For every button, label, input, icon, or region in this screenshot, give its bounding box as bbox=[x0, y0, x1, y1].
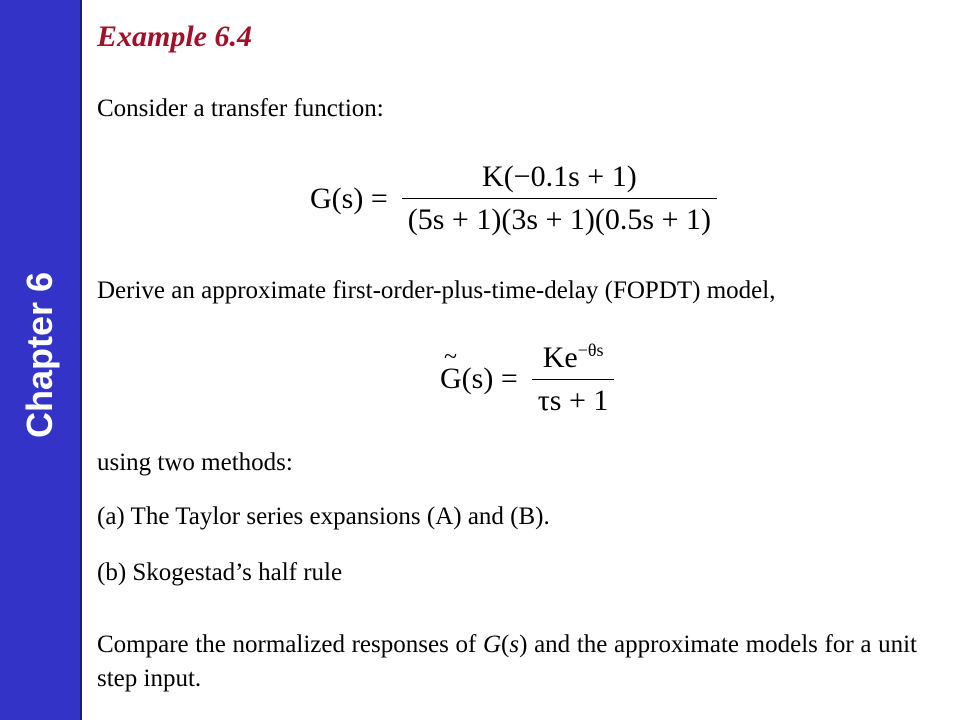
eq1-denominator: (5s + 1)(3s + 1)(0.5s + 1) bbox=[402, 198, 717, 237]
eq2-numerator-exponent: −θs bbox=[577, 340, 604, 360]
eq2-denominator: τs + 1 bbox=[532, 379, 615, 418]
fopdt-model-equation bbox=[440, 340, 614, 418]
eq2-fraction bbox=[532, 340, 615, 418]
eq2-numerator bbox=[537, 340, 610, 379]
slide-title: Example 6.4 bbox=[97, 20, 252, 53]
methods-intro: using two methods: bbox=[97, 449, 293, 476]
method-b: (b) Skogestad’s half rule bbox=[97, 559, 343, 586]
derive-text: Derive an approximate first-order-plus-time-delay (FOPDT) model, bbox=[97, 277, 776, 304]
method-a: (a) The Taylor series expansions (A) and (B). bbox=[97, 503, 550, 530]
compare-prefix: Compare the normalized responses of bbox=[97, 631, 483, 658]
eq1-fraction bbox=[402, 160, 717, 237]
eq2-lhs-rest: (s) = bbox=[461, 362, 518, 395]
eq1-lhs: G(s) = bbox=[310, 181, 388, 215]
compare-text: Compare the normalized responses of G(s) and the approximate models for a unit step input. bbox=[97, 631, 917, 692]
chapter-label: Chapter 6 bbox=[19, 271, 60, 439]
intro-text: Consider a transfer function: bbox=[97, 95, 384, 122]
eq2-lhs-symbol: ~ G bbox=[440, 362, 462, 396]
compare-g: G bbox=[482, 631, 502, 658]
chapter-sidebar bbox=[0, 0, 82, 720]
eq2-numerator-base: Ke bbox=[542, 341, 578, 374]
compare-s: s bbox=[509, 631, 520, 658]
compare-suffix: ) and the approximate models for a unit step input. bbox=[97, 631, 917, 692]
transfer-function-equation bbox=[310, 160, 717, 237]
eq1-numerator: K(−0.1s + 1) bbox=[482, 160, 637, 193]
eq2-lhs bbox=[440, 362, 518, 396]
